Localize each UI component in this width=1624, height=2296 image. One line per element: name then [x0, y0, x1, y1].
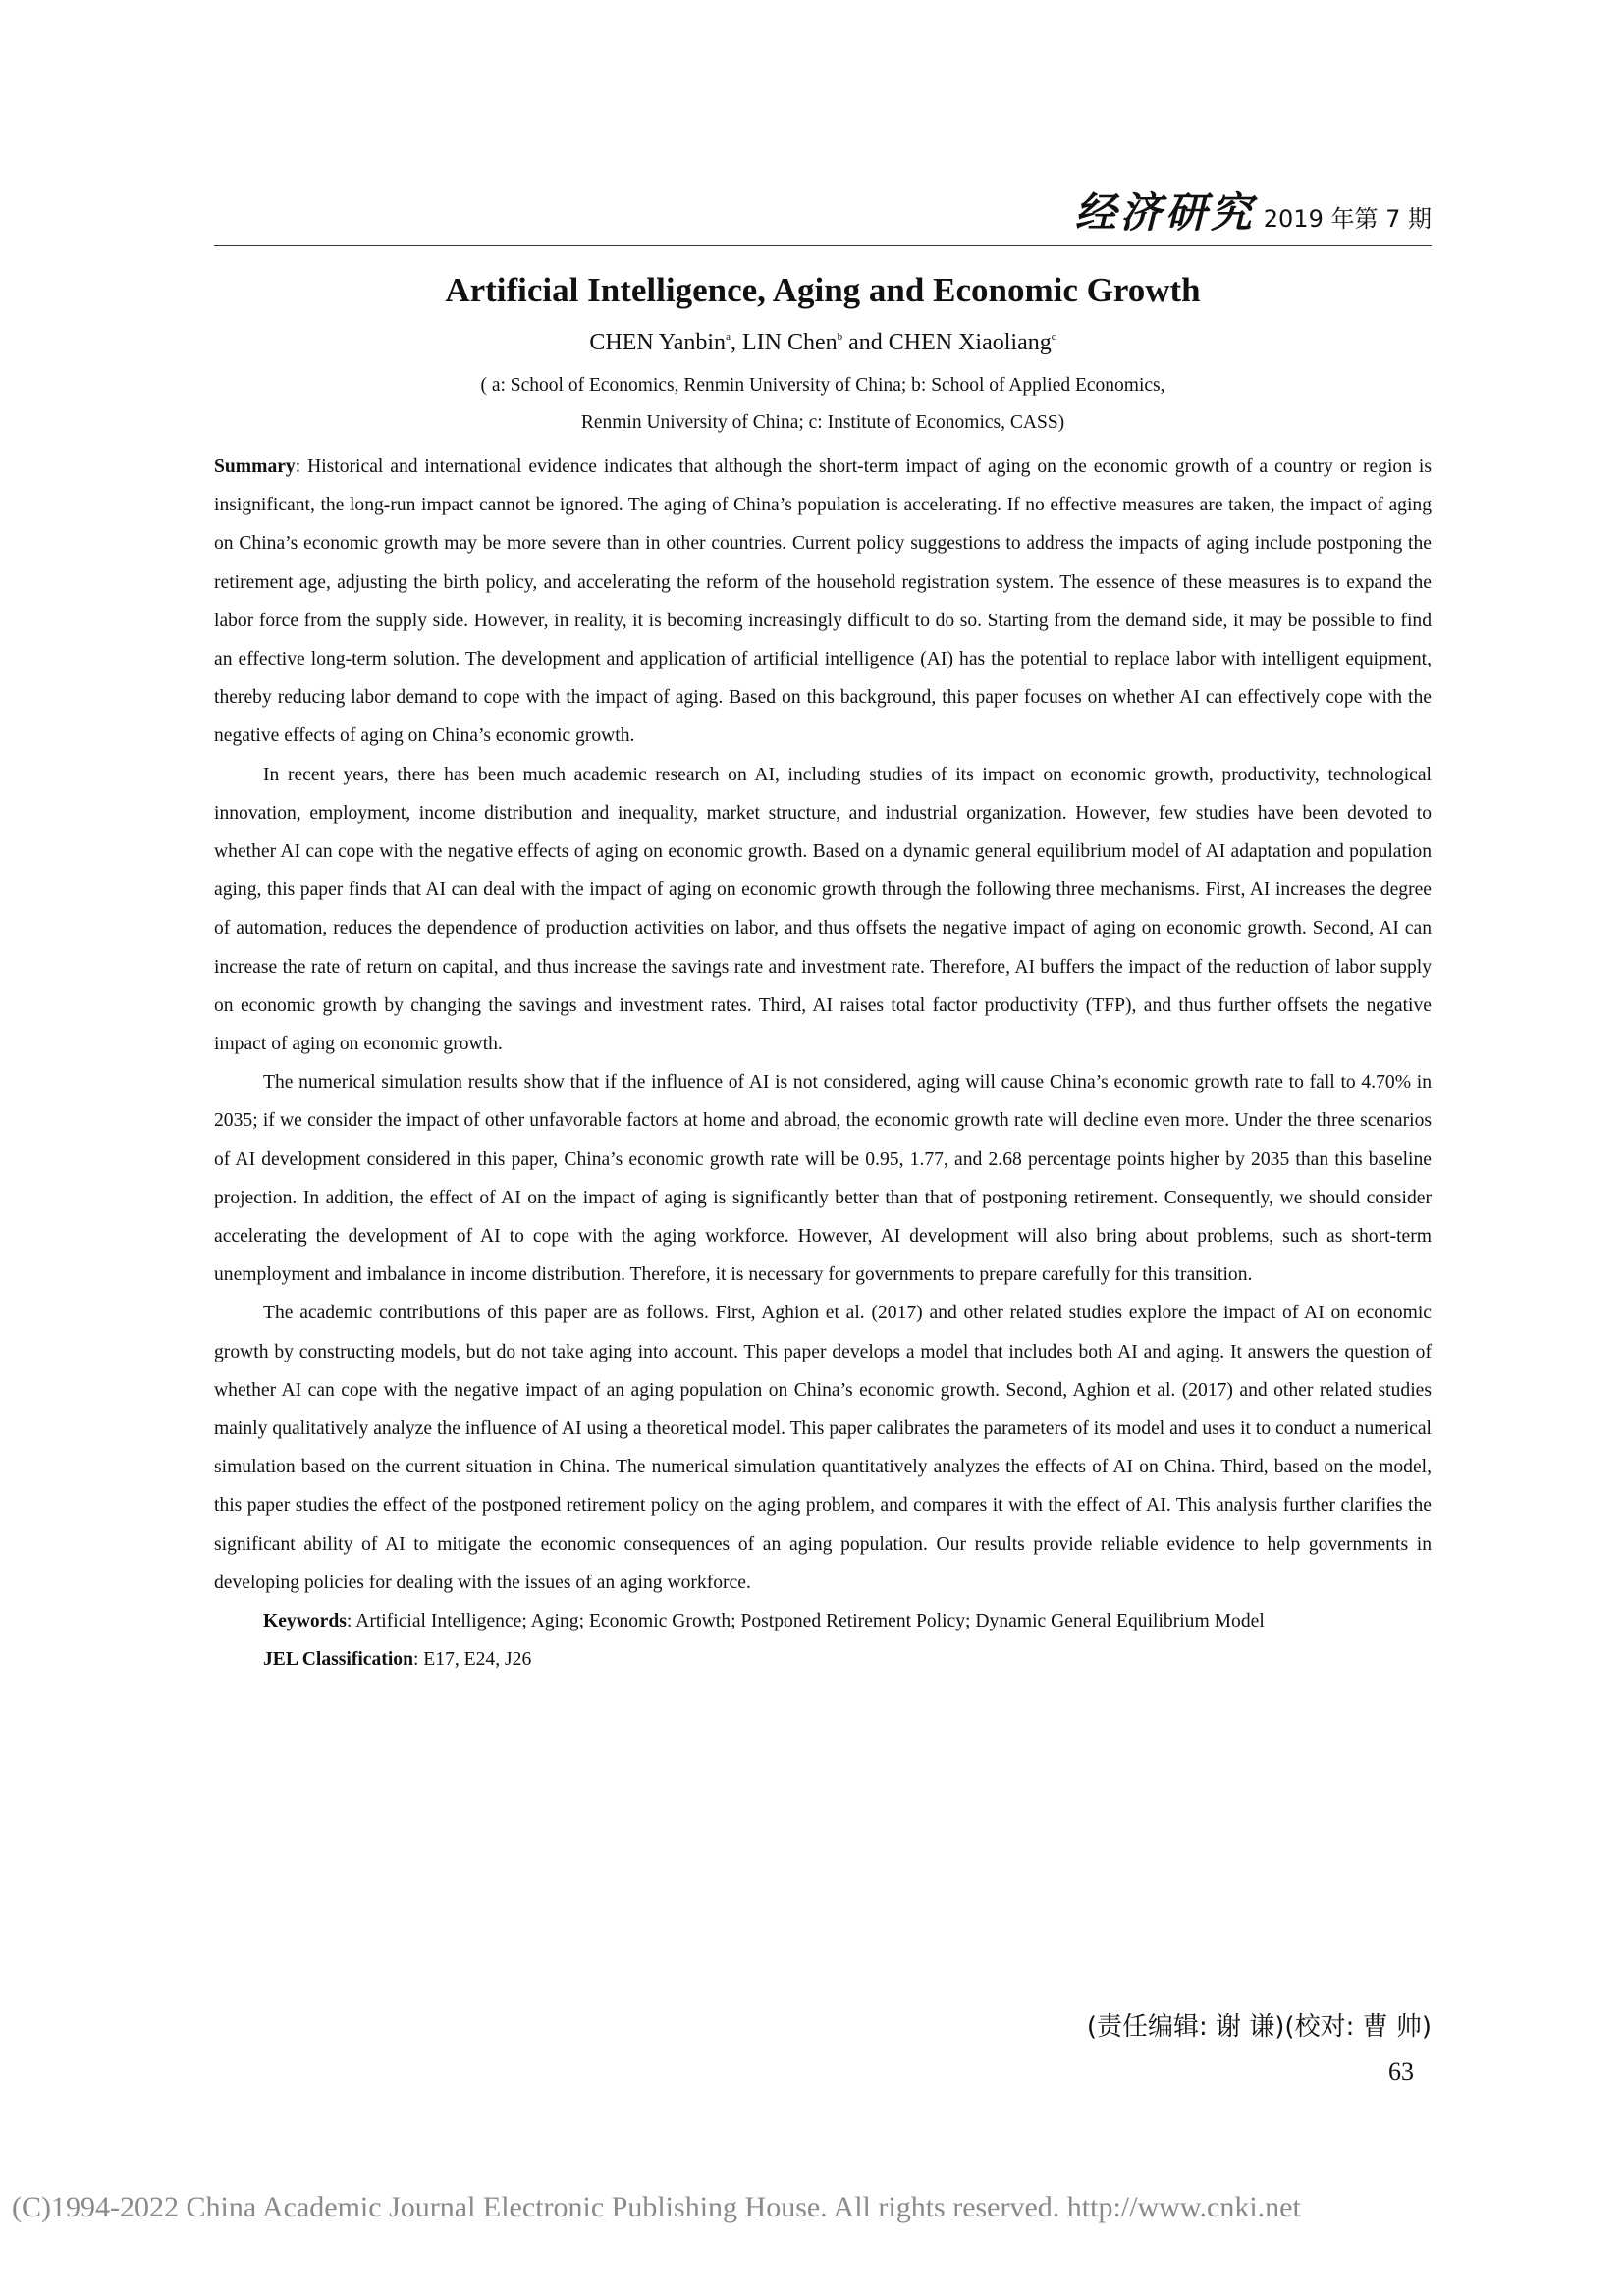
body-paragraph: The academic contributions of this paper are as follows. First, Aghion et al. (2017) and other related studies explore the impact of AI on economic growth by constructing models, but do not take aging into account. This paper develops a model that includes both AI and aging. It answers the question of whether AI can cope with the negative impact of an aging population on China’s economic growth. Second, Aghion et al. (2017) and other related studies mainly qualitatively analyze the influence of AI using a theoretical model. This paper calibrates the parameters of its model and uses it to conduct a numerical simulation based on the current situation in China. The numerical simulation quantitatively analyzes the effects of AI on China. Third, based on the model, this paper studies the effect of the postponed retirement policy on the aging problem, and compares it with the effect of AI. This analysis further clarifies the significant ability of AI to mitigate the economic consequences of an aging population. Our results provide reliable evidence to help governments in developing policies for dealing with the issues of an aging workforce. [214, 1303, 1432, 1593]
summary-label: Summary [214, 456, 296, 477]
author-name: LIN Chen [741, 330, 838, 355]
keywords-paragraph [214, 1602, 1432, 1640]
body-paragraph: The numerical simulation results show that if the influence of AI is not considered, aging will cause China’s economic growth rate to fall to 4.70% in 2035; if we consider the impact of other unfavorable factors at home and abroad, the economic growth rate will decline even more. Under the three scenarios of AI development considered in this paper, China’s economic growth rate will be 0.95, 1.77, and 2.68 percentage points higher by 2035 than this baseline projection. In addition, the effect of AI on the impact of aging is significantly better than that of postponing retirement. Consequently, we should consider accelerating the development of AI to cope with the aging workforce. However, AI development will also bring about problems, such as short-term unemployment and imbalance in income distribution. Therefore, it is necessary for governments to prepare carefully for this transition. [214, 1072, 1432, 1286]
affiliation-line: ( a: School of Economics, Renmin University of China; b: School of Applied Economics, [480, 375, 1165, 396]
keywords-label: Keywords [263, 1611, 347, 1632]
affiliation-line: Renmin University of China; c: Institute of Economics, CASS) [580, 412, 1065, 433]
author-affiliation-mark: b [837, 331, 843, 343]
journal-masthead [1075, 181, 1432, 240]
author-name: CHEN Yanbin [589, 330, 727, 355]
jel-text: : E17, E24, J26 [412, 1649, 532, 1671]
journal-name: 经济研究 [1074, 188, 1256, 237]
page-number: 63 [1388, 2057, 1414, 2086]
journal-issue: 2019 年第 7 期 [1263, 205, 1432, 233]
body-paragraph: In recent years, there has been much academic research on AI, including studies of its impact on economic growth, productivity, technological innovation, employment, income distribution and inequality, market structure, and industrial organization. However, few studies have been devoted to whether AI can cope with the negative effects of aging on economic growth. Based on a dynamic general equilibrium model of AI adaptation and population aging, this paper finds that AI can deal with the impact of aging on economic growth through the following three mechanisms. First, AI increases the degree of automation, reduces the dependence of production activities on labor, and thus offsets the negative impact of aging on economic growth. Second, AI can increase the rate of return on capital, and thus increase the savings rate and investment rate. Therefore, AI buffers the impact of the reduction of labor supply on economic growth by changing the savings and investment rates. Third, AI raises total factor productivity (TFP), and thus further offsets the negative impact of aging on economic growth. [214, 764, 1432, 1055]
author-name: CHEN Xiaoliang [888, 330, 1052, 355]
author-affiliation-mark: a [726, 331, 731, 343]
author-affiliation-mark: c [1051, 331, 1056, 343]
running-header [214, 188, 1432, 243]
jel-label: JEL Classification [263, 1649, 413, 1671]
copyright-notice: (C)1994-2022 China Academic Journal Electronic Publishing House. All rights reserved. http://www.cnki.net [12, 2191, 1301, 2223]
editor-note: (责任编辑: 谢 谦)(校对: 曹 帅) [1086, 2012, 1432, 2042]
jel-paragraph [214, 1640, 1432, 1679]
article-title: Artificial Intelligence, Aging and Economic Growth [445, 271, 1201, 309]
author-separator: and [842, 330, 889, 355]
summary-text: : Historical and international evidence indicates that although the short-term impact of aging on the economic growth of a country or region is insignificant, the long-run impact cannot be ignored. The aging of China’s population is accelerating. If no effective measures are taken, the impact of aging on China’s economic growth may be more severe than in other countries. Current policy suggestions to address the impacts of aging include postponing the retirement age, adjusting the birth policy, and accelerating the reform of the household registration system. The essence of these measures is to expand the labor force from the supply side. However, in reality, it is becoming increasingly difficult to do so. Starting from the demand side, it may be possible to find an effective long-term solution. The development and application of artificial intelligence (AI) has the potential to replace labor with intelligent equipment, thereby reducing labor demand to cope with the impact of aging. Based on this background, this paper focuses on whether AI can effectively cope with the negative effects of aging on China’s economic growth. [214, 456, 1432, 747]
author-separator: , [730, 330, 742, 355]
author-line [214, 330, 1432, 356]
keywords-text: : Artificial Intelligence; Aging; Economic Growth; Postponed Retirement Policy; Dynamic General Equilibrium Model [346, 1611, 1265, 1632]
summary-paragraph [214, 448, 1432, 756]
header-rule [214, 245, 1432, 246]
abstract-body [214, 448, 1432, 1680]
